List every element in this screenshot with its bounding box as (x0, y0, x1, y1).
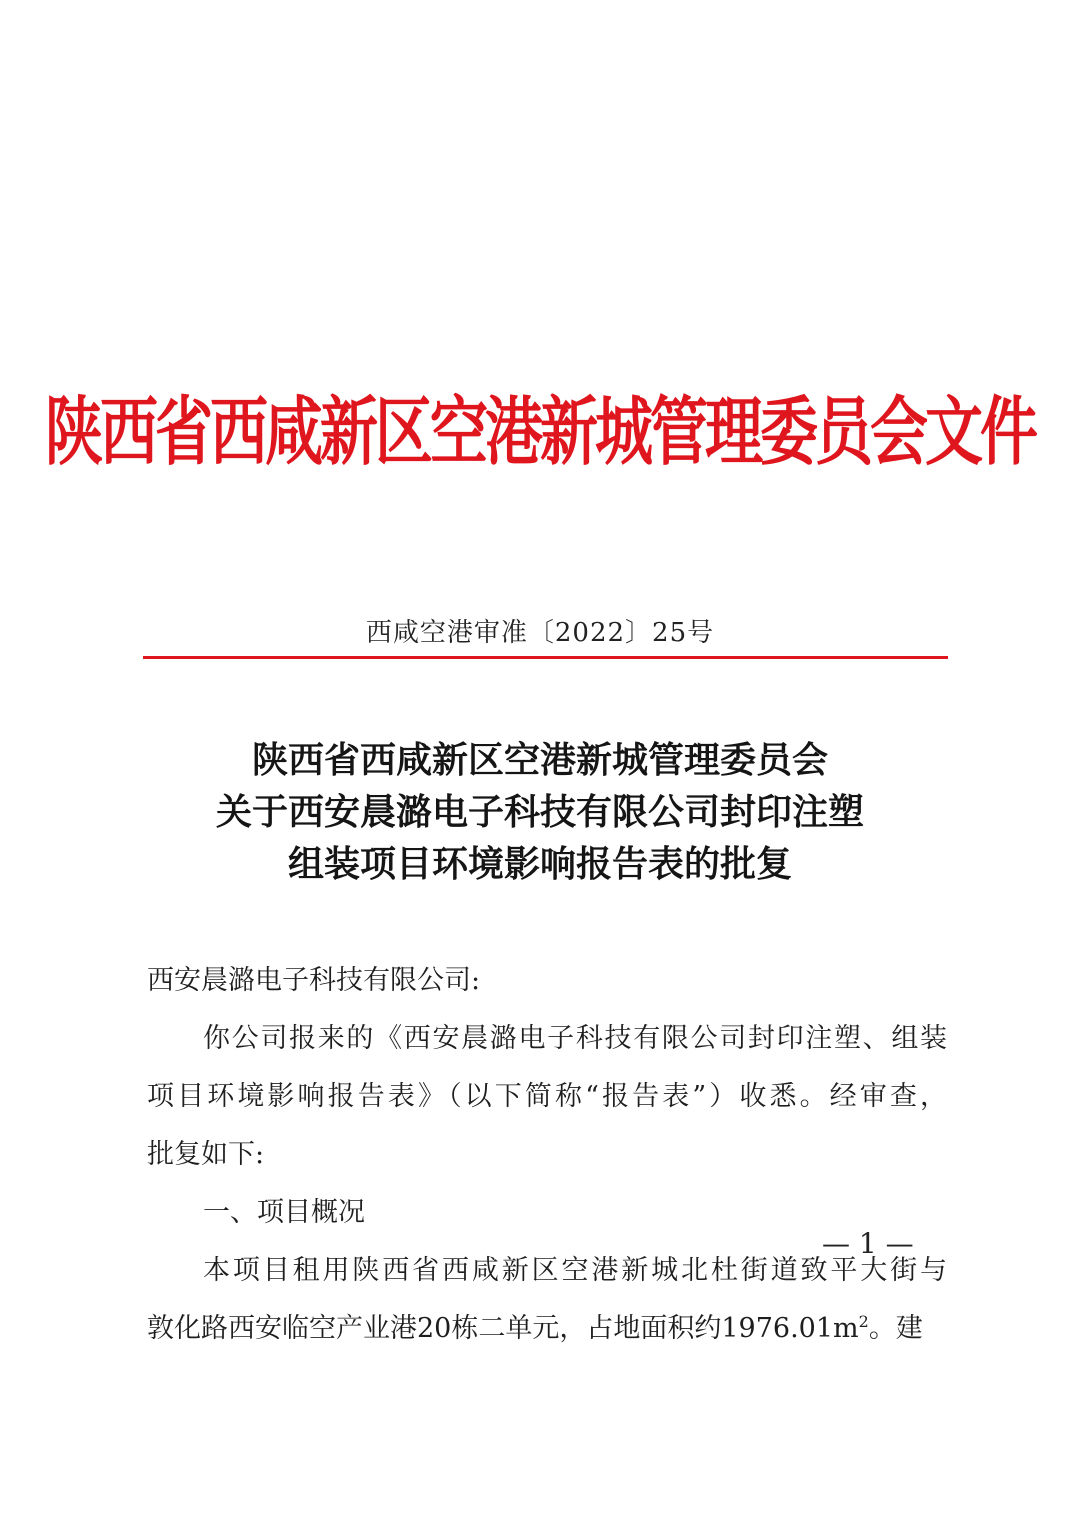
paragraph-2-line-2-text: 敦化路西安临空产业港20栋二单元，占地面积约1976.01m (147, 1313, 859, 1344)
title-line-2: 关于西安晨潞电子科技有限公司封印注塑 (215, 792, 864, 833)
document-number: 西咸空港审准〔2022〕25号 (365, 618, 715, 648)
paragraph-1-line-3: 批复如下: (147, 1139, 265, 1170)
addressee: 西安晨潞电子科技有限公司: (147, 965, 481, 996)
paragraph-1-line-2: 项目环境影响报告表》（以下简称“报告表”）收悉。经审查， (147, 1081, 947, 1112)
paragraph-1-line-1: 你公司报来的《西安晨潞电子科技有限公司封印注塑、组装 (203, 1023, 947, 1054)
red-divider-line (143, 656, 948, 659)
document-title (0, 735, 1080, 891)
paragraph-2-line-1: 本项目租用陕西省西咸新区空港新城北杜街道致平大街与 (203, 1255, 947, 1286)
title-line-1: 陕西省西咸新区空港新城管理委员会 (251, 740, 828, 781)
paragraph-2-line-2 (147, 1306, 947, 1345)
masthead-title: 陕西省西咸新区空港新城管理委员会文件 (44, 388, 1035, 476)
title-line-3: 组装项目环境影响报告表的批复 (287, 844, 792, 885)
page-number: — 1 — (822, 1227, 914, 1260)
superscript-2: 2 (858, 1312, 869, 1331)
paragraph-2-line-2-tail: 。建 (868, 1313, 923, 1344)
section-1-heading: 一、项目概况 (203, 1197, 365, 1228)
